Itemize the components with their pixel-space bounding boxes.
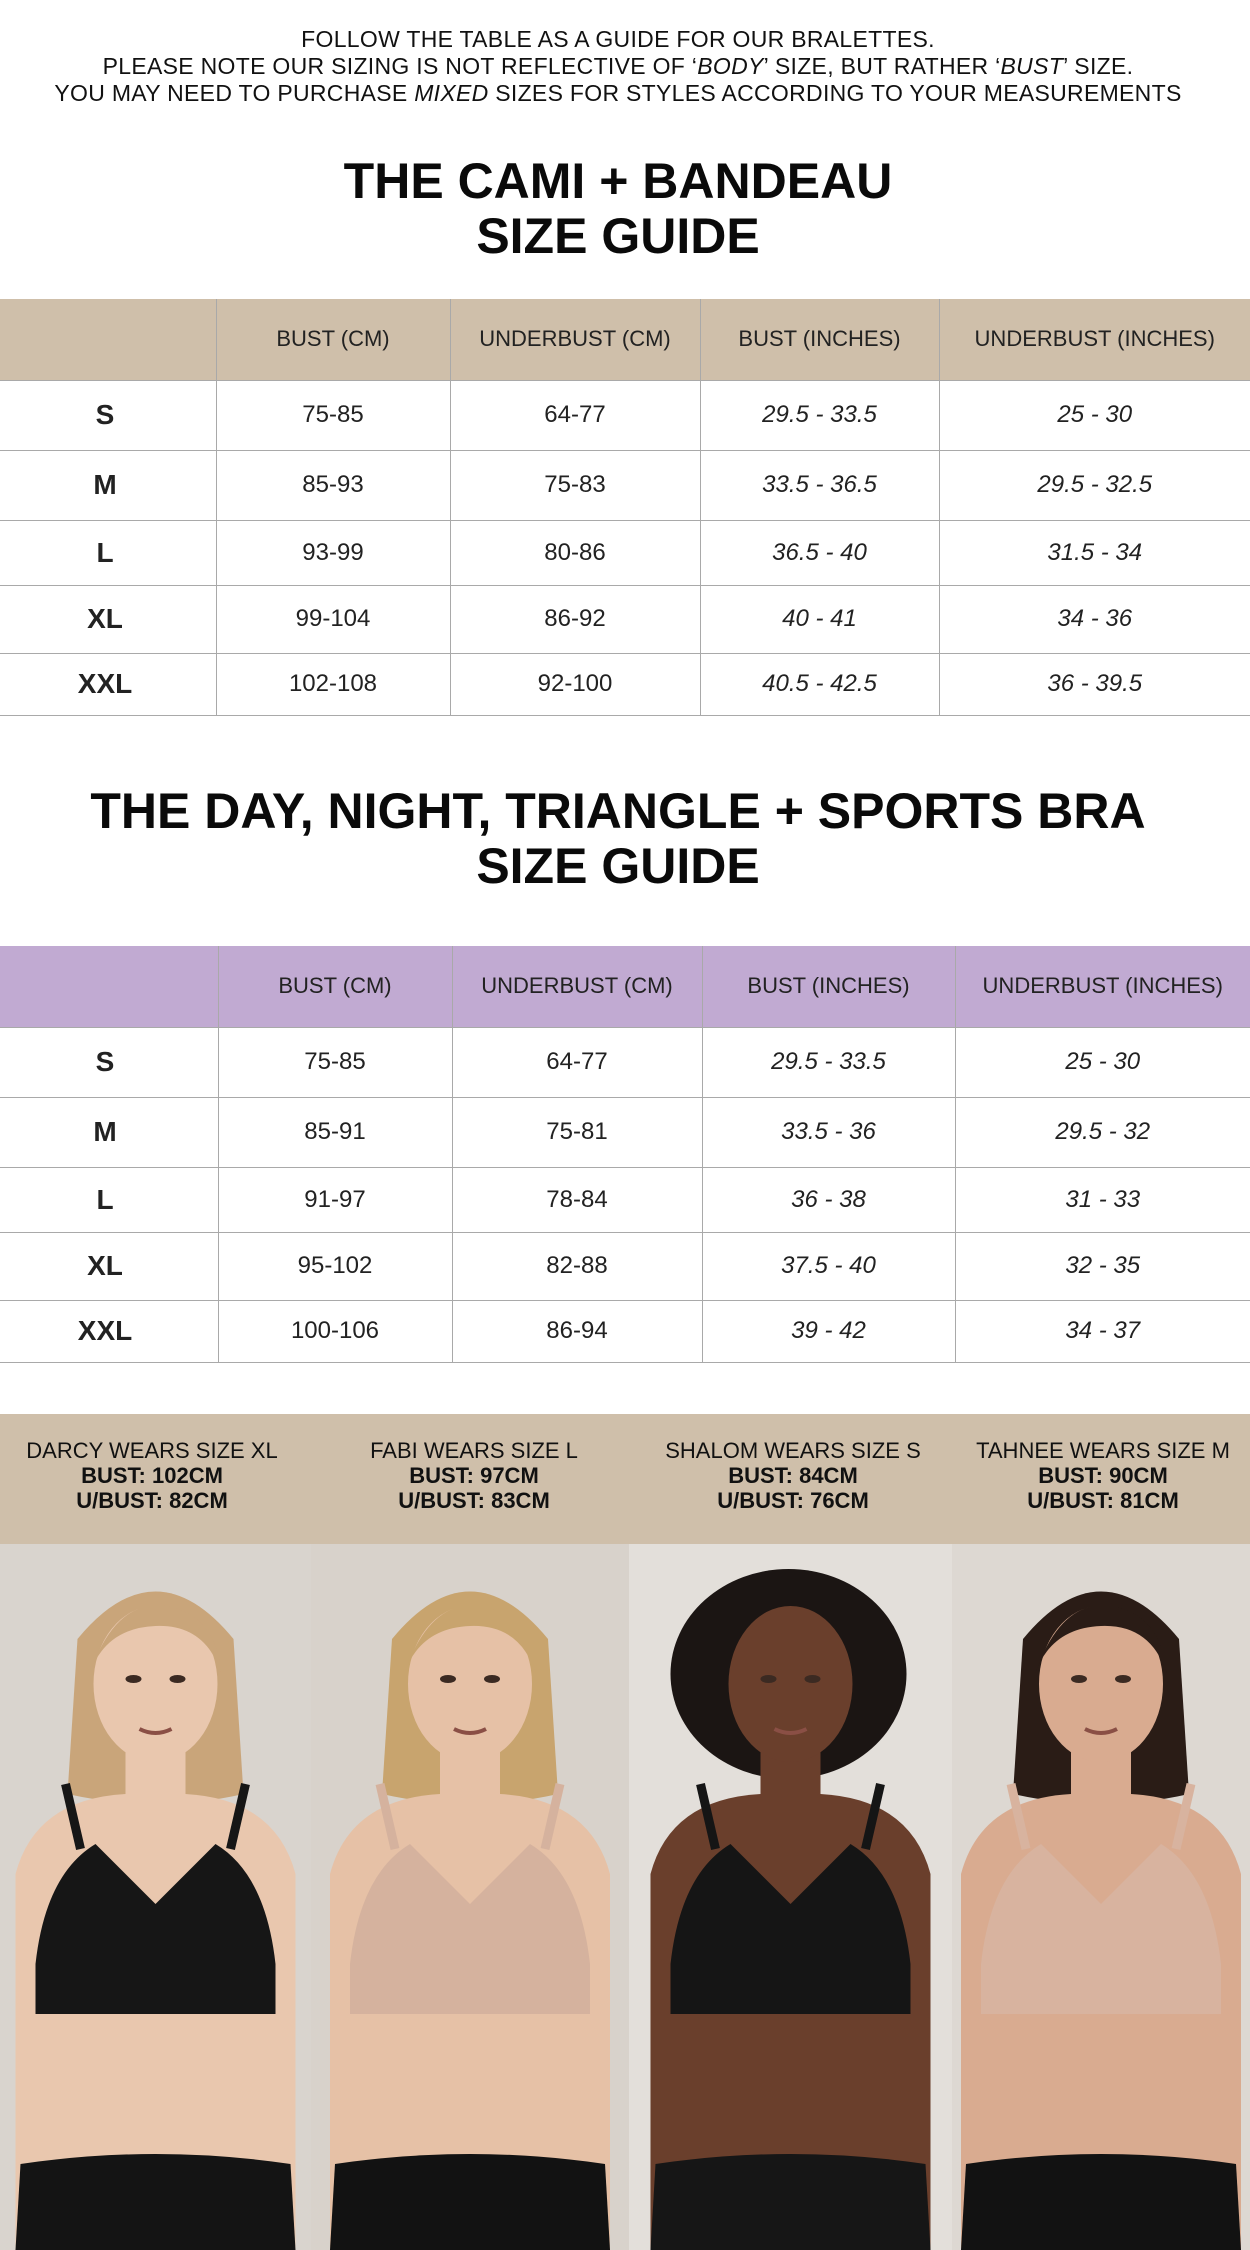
cell-bust-in: 40.5 - 42.5 (700, 653, 939, 715)
model-photo-darcy (0, 1544, 311, 2250)
cell-underbust-in: 25 - 30 (955, 1027, 1250, 1097)
cell-bust-in: 36.5 - 40 (700, 520, 939, 585)
bottoms-shape (330, 2154, 610, 2250)
table-row (0, 585, 1250, 653)
size-label: XL (87, 603, 123, 634)
cell-underbust-cm: 92-100 (450, 653, 700, 715)
cell-size (0, 1300, 218, 1362)
cell-underbust-in: 29.5 - 32 (955, 1097, 1250, 1167)
cell-underbust-in: 31.5 - 34 (939, 520, 1250, 585)
table-row (0, 1300, 1250, 1362)
cell-underbust-in: 36 - 39.5 (939, 653, 1250, 715)
cell-underbust-cm: 86-94 (452, 1300, 702, 1362)
cell-underbust-cm: 80-86 (450, 520, 700, 585)
model-photo-fabi (311, 1544, 629, 2250)
cell-underbust-in: 34 - 36 (939, 585, 1250, 653)
table-header-row (0, 299, 1250, 380)
cell-bust-cm: 91-97 (218, 1167, 452, 1232)
table-row (0, 1167, 1250, 1232)
size-label: XL (87, 1250, 123, 1281)
day-night-triangle-sports-size-table (0, 946, 1250, 1363)
cell-size (0, 1167, 218, 1232)
cell-bust-cm: 93-99 (216, 520, 450, 585)
cell-bust-in: 29.5 - 33.5 (700, 380, 939, 450)
eye-shape (805, 1675, 821, 1683)
cell-underbust-cm: 64-77 (450, 380, 700, 450)
intro-line-2 (0, 53, 1236, 80)
intro-line-2-emphasis-bust: BUST (1000, 53, 1064, 79)
size-label: L (96, 536, 114, 568)
cell-size (0, 585, 216, 653)
eye-shape (1071, 1675, 1087, 1683)
model-photo-shalom (629, 1544, 952, 2250)
face-shape (729, 1606, 853, 1762)
cell-bust-cm: 100-106 (218, 1300, 452, 1362)
cell-bust-in: 33.5 - 36.5 (700, 450, 939, 520)
cell-underbust-in: 31 - 33 (955, 1167, 1250, 1232)
intro-line-3 (0, 80, 1236, 107)
model-caption-name: FABI WEARS SIZE L (370, 1438, 578, 1463)
header-size-column (0, 946, 218, 1027)
cell-bust-in: 29.5 - 33.5 (702, 1027, 955, 1097)
model-illustration (629, 1544, 952, 2250)
table-row (0, 520, 1250, 585)
model-caption-bust: BUST: 90CM (1038, 1463, 1168, 1488)
size-label: XXL (77, 668, 133, 699)
cell-underbust-cm: 64-77 (452, 1027, 702, 1097)
eye-shape (126, 1675, 142, 1683)
model-caption-name: SHALOM WEARS SIZE S (665, 1438, 921, 1463)
eye-shape (761, 1675, 777, 1683)
cell-size (0, 520, 216, 585)
cell-underbust-cm: 75-81 (452, 1097, 702, 1167)
table-row (0, 380, 1250, 450)
cell-size (0, 1097, 218, 1167)
model-caption-underbust: U/BUST: 76CM (717, 1488, 869, 1513)
column-header: BUST (CM) (218, 946, 452, 1027)
intro-line-2-emphasis-body: BODY (697, 53, 764, 79)
eye-shape (170, 1675, 186, 1683)
cell-size (0, 1027, 218, 1097)
section-title-line: SIZE GUIDE (476, 838, 760, 894)
intro-line-3-emphasis-mixed: MIXED (414, 80, 489, 106)
intro-line-2-part: ’ SIZE, BUT RATHER ‘ (763, 53, 1001, 79)
model-illustration (0, 1544, 311, 2250)
column-header: UNDERBUST (INCHES) (955, 946, 1250, 1027)
model-photo-tahnee (952, 1544, 1250, 2250)
model-caption-name: DARCY WEARS SIZE XL (26, 1438, 278, 1463)
bottoms-shape (651, 2154, 931, 2250)
cami-bandeau-size-table (0, 299, 1250, 716)
eye-shape (440, 1675, 456, 1683)
column-header: UNDERBUST (CM) (452, 946, 702, 1027)
cell-underbust-in: 32 - 35 (955, 1232, 1250, 1300)
column-header: UNDERBUST (INCHES) (939, 299, 1250, 380)
model-caption-bust: BUST: 102CM (81, 1463, 223, 1488)
intro-line-2-part: ’ SIZE. (1063, 53, 1134, 79)
cami-bandeau-title (0, 154, 1236, 264)
section-title-line: THE DAY, NIGHT, TRIANGLE + SPORTS BRA (90, 783, 1146, 839)
model-photos (0, 1544, 1250, 2250)
model-caption-darcy (0, 1438, 308, 1513)
size-label: S (95, 399, 115, 430)
model-illustration (952, 1544, 1250, 2250)
cell-size (0, 450, 216, 520)
table-row (0, 1027, 1250, 1097)
cell-bust-cm: 75-85 (216, 380, 450, 450)
size-label: M (93, 1116, 117, 1147)
bottoms-shape (961, 2154, 1241, 2250)
column-header: BUST (INCHES) (700, 299, 939, 380)
section-title-line: SIZE GUIDE (476, 208, 760, 264)
cell-underbust-in: 29.5 - 32.5 (939, 450, 1250, 520)
cell-bust-cm: 85-93 (216, 450, 450, 520)
model-caption-underbust: U/BUST: 83CM (398, 1488, 550, 1513)
cell-bust-cm: 99-104 (216, 585, 450, 653)
size-label: M (93, 469, 117, 500)
cell-bust-in: 39 - 42 (702, 1300, 955, 1362)
cell-bust-in: 40 - 41 (700, 585, 939, 653)
model-caption-underbust: U/BUST: 81CM (1027, 1488, 1179, 1513)
model-caption-bust: BUST: 84CM (728, 1463, 858, 1488)
model-caption-tahnee (947, 1438, 1250, 1513)
intro-line-3-part: YOU MAY NEED TO PURCHASE (54, 80, 415, 106)
size-label: S (95, 1046, 115, 1077)
table-row (0, 1232, 1250, 1300)
cell-underbust-in: 25 - 30 (939, 380, 1250, 450)
table-row (0, 1097, 1250, 1167)
cell-bust-in: 36 - 38 (702, 1167, 955, 1232)
section-title-line: THE CAMI + BANDEAU (343, 153, 893, 209)
cell-size (0, 380, 216, 450)
cell-size (0, 1232, 218, 1300)
cell-underbust-in: 34 - 37 (955, 1300, 1250, 1362)
header-size-column (0, 299, 216, 380)
model-caption-underbust: U/BUST: 82CM (76, 1488, 228, 1513)
cell-bust-cm: 95-102 (218, 1232, 452, 1300)
cell-bust-in: 37.5 - 40 (702, 1232, 955, 1300)
cell-bust-cm: 102-108 (216, 653, 450, 715)
table-row (0, 653, 1250, 715)
size-label: L (96, 1183, 114, 1215)
model-caption-bust: BUST: 97CM (409, 1463, 539, 1488)
cell-bust-cm: 75-85 (218, 1027, 452, 1097)
intro-line-3-part: SIZES FOR STYLES ACCORDING TO YOUR MEASUREMENTS (488, 80, 1182, 106)
cell-bust-in: 33.5 - 36 (702, 1097, 955, 1167)
bottoms-shape (16, 2154, 296, 2250)
cell-underbust-cm: 82-88 (452, 1232, 702, 1300)
table-header-row (0, 946, 1250, 1027)
model-caption-fabi (318, 1438, 630, 1513)
cell-size (0, 653, 216, 715)
model-caption-name: TAHNEE WEARS SIZE M (976, 1438, 1230, 1463)
cell-bust-cm: 85-91 (218, 1097, 452, 1167)
size-label: XXL (77, 1315, 133, 1346)
intro-line-2-part: PLEASE NOTE OUR SIZING IS NOT REFLECTIVE OF ‘ (102, 53, 698, 79)
eye-shape (484, 1675, 500, 1683)
day-night-triangle-sports-title (0, 784, 1236, 894)
intro-notes (0, 26, 1236, 107)
column-header: UNDERBUST (CM) (450, 299, 700, 380)
column-header: BUST (CM) (216, 299, 450, 380)
cell-underbust-cm: 78-84 (452, 1167, 702, 1232)
model-illustration (311, 1544, 629, 2250)
intro-line-1: FOLLOW THE TABLE AS A GUIDE FOR OUR BRALETTES. (301, 26, 935, 52)
table-row (0, 450, 1250, 520)
column-header: BUST (INCHES) (702, 946, 955, 1027)
model-caption-shalom (637, 1438, 949, 1513)
cell-underbust-cm: 75-83 (450, 450, 700, 520)
model-captions-band (0, 1414, 1250, 1544)
cell-underbust-cm: 86-92 (450, 585, 700, 653)
eye-shape (1115, 1675, 1131, 1683)
